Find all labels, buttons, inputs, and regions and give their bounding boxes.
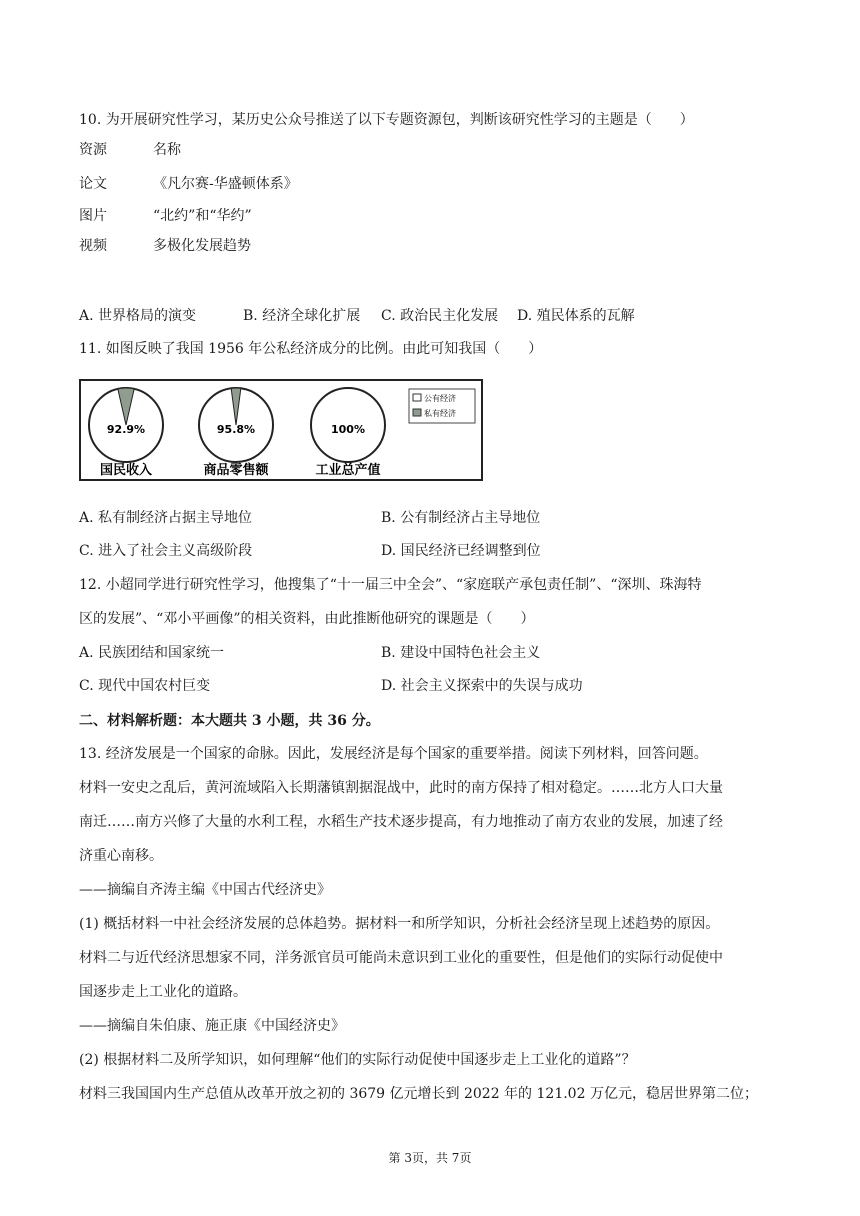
pie-chart-figure: [79, 379, 483, 481]
material-1-line: 材料一安史之乱后，黄河流域陷入长期藩镇割据混战中，此时的南方保持了相对稳定。……北方人口大量: [79, 780, 723, 796]
pie-category-label: 工业总产值: [315, 463, 381, 478]
pie-value-label: 92.9%: [106, 423, 146, 436]
q12-option-c: C. 现代中国农村巨变: [79, 678, 211, 694]
material-1-line: 南迁……南方兴修了大量的水利工程，水稻生产技术逐步提高，有力地推动了南方农业的发展，加速了经: [79, 814, 723, 830]
q10-option-b: B. 经济全球化扩展: [243, 308, 361, 324]
q11-option-c: C. 进入了社会主义高级阶段: [79, 543, 253, 559]
table-cell-type: 视频: [79, 238, 107, 254]
q11-option-d: D. 国民经济已经调整到位: [381, 543, 541, 559]
material-2-source: ——摘编自朱伯康、施正康《中国经济史》: [79, 1018, 345, 1034]
sub-question-1: (1) 概括材料一中社会经济发展的总体趋势。据材料一和所学知识，分析社会经济呈现上述趋势的原因。: [79, 916, 720, 932]
table-cell-type: 论文: [79, 176, 107, 192]
pie-chart-svg: [81, 381, 481, 479]
q12-stem-line1: 12. 小超同学进行研究性学习，他搜集了“十一届三中全会”、“家庭联产承包责任制”、“深圳、珠海特: [79, 577, 702, 593]
q10-option-c: C. 政治民主化发展: [381, 308, 499, 324]
pie-category-label: 商品零售额: [203, 463, 269, 478]
table-cell-name: 多极化发展趋势: [153, 238, 251, 254]
q12-option-a: A. 民族团结和国家统一: [79, 645, 225, 661]
material-1-source: ——摘编自齐涛主编《中国古代经济史》: [79, 882, 331, 898]
table-cell-name: “北约”和“华约”: [153, 208, 252, 224]
material-2-line: 材料二与近代经济思想家不同，洋务派官员可能尚未意识到工业化的重要性，但是他们的实际行动促使中: [79, 950, 723, 966]
q11-stem: 11. 如图反映了我国 1956 年公私经济成分的比例。由此可知我国（ ）: [79, 341, 543, 357]
q10-option-a: A. 世界格局的演变: [79, 308, 197, 324]
material-1-line: 济重心南移。: [79, 848, 163, 864]
pie-category-label: 国民收入: [99, 463, 153, 478]
legend-swatch-public: [413, 394, 421, 401]
page-footer: 第 3页，共 7页: [388, 1151, 472, 1165]
q13-stem: 13. 经济发展是一个国家的命脉。因此，发展经济是每个国家的重要举措。阅读下列材料，回答问题。: [79, 746, 708, 762]
section-heading: 二、材料解析题：本大题共 3 小题，共 36 分。: [79, 713, 380, 729]
material-2-line: 国逐步走上工业化的道路。: [79, 984, 247, 1000]
q12-option-b: B. 建设中国特色社会主义: [381, 645, 541, 661]
q10-stem: 10. 为开展研究性学习，某历史公众号推送了以下专题资源包，判断该研究性学习的主题是（ ）: [79, 112, 694, 128]
q11-option-b: B. 公有制经济占主导地位: [381, 510, 541, 526]
q12-option-d: D. 社会主义探索中的失误与成功: [381, 678, 583, 694]
legend-swatch-private: [413, 409, 421, 416]
pie-value-label: 95.8%: [216, 423, 256, 436]
table-cell-name: 《凡尔赛-华盛顿体系》: [153, 176, 298, 192]
pie-value-label: 100%: [331, 423, 365, 436]
table-cell-name: 名称: [153, 142, 181, 158]
table-cell-type: 图片: [79, 208, 107, 224]
legend-label-public: 公有经济: [424, 394, 456, 403]
table-cell-type: 资源: [79, 142, 107, 158]
material-3-line: 材料三我国国内生产总值从改革开放之初的 3679 亿元增长到 2022 年的 121.02 万亿元，稳居世界第二位；: [79, 1086, 758, 1102]
sub-question-2: (2) 根据材料二及所学知识，如何理解“他们的实际行动促使中国逐步走上工业化的道路”？: [79, 1052, 636, 1068]
legend-label-private: 私有经济: [424, 409, 456, 418]
chart-legend: [409, 389, 475, 423]
q10-option-d: D. 殖民体系的瓦解: [517, 308, 635, 324]
q11-option-a: A. 私有制经济占据主导地位: [79, 510, 253, 526]
q12-stem-line2: 区的发展”、“邓小平画像”的相关资料，由此推断他研究的课题是（ ）: [79, 611, 535, 627]
